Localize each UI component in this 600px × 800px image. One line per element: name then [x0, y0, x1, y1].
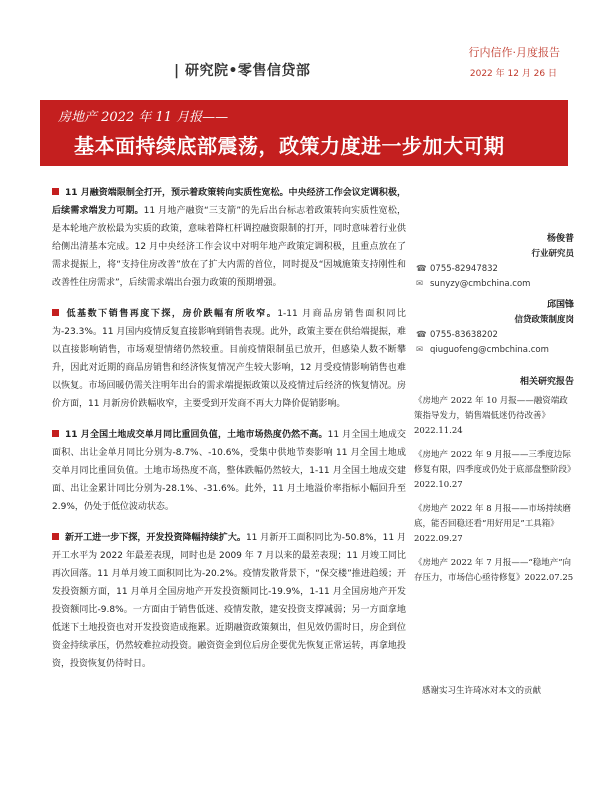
analyst-name: 杨俊普 — [546, 234, 574, 244]
paragraph-body: 11 月新开工面积同比为-50.8%，11 月开工水平为 2022 年最差表现，同时也是 2009 年 7 月以来的最差表现；11 月竣工同比再次回落。11 月单月竣工面积同比为-20.2%。疫情发散背景下，“保交楼”推进趋缓；开发投资额方面，11 月单月全国房地产开发投资额同比-19.9%，1-11 月全国房地产开发投资额同比-9.8%。一方面由于销售低迷、疫情发散，建安投资支撑减弱；另一方面拿地低迷下土地投资也对开发投资造成拖累。近期融资政策频出，但见效仍需时日，房企到位资金持续承压，仍然较难拉动投资。融资资金到位后房企要优先恢复正常运转，再拿地投资，投资恢复仍待时日。 — [52, 533, 406, 669]
paragraph-3 — [52, 426, 406, 516]
paragraph-lead: 11 月融资端限制全打开，预示着政策转向实质性宽松。中央经济工作会议定调积极，后续需求端发力可期。 — [52, 188, 406, 216]
analyst-email-row — [414, 343, 574, 358]
analyst-card-2 — [414, 298, 574, 358]
report-subtitle: 房地产 2022 年 11 月报—— — [58, 110, 229, 125]
paragraph-body: 11 月地产融资“三支箭”的先后出台标志着政策转向实质性宽松，是本轮地产放松最为实质的政策，意味着降杠杆调控融资限制的打开，同时意味着行业供给侧出清基本完成。12 月中央经济工作会议中对明年地产政策定调积极，且重点放在了需求提振上，将“支持住房改善”放在了扩大内需的首位，同时提及“因城施策支持刚性和改善性住房需求”，后续需求端出台强力政策的预期增强。 — [52, 206, 406, 288]
analyst-team: 信贷政策制度岗 — [514, 315, 574, 325]
analyst-card-1 — [414, 232, 574, 292]
main-content — [52, 184, 406, 686]
analyst-phone: 0755-83638202 — [430, 330, 498, 340]
report-title: 基本面持续底部震荡，政策力度进一步加大可期 — [74, 134, 505, 158]
related-report-item[interactable]: 《房地产 2022 年 9 月报——三季度边际修复有限，四季度或仍处于底部盘整阶段》2022.10.27 — [414, 450, 572, 490]
paragraph-body: 11 月全国土地成交面积、出让金单月同比分别为-8.7%、-10.6%，受集中供地节奏影响 11 月全国土地成交单月同比重回负值。土地市场热度不高，整体跌幅仍然较大，1-11 月全国土地成交建面、出让金累计同比分别为-28.1%、-31.6%。此外，11 月土地溢价率指标小幅回升至 2.9%，仍处于低位波动状态。 — [52, 430, 406, 512]
paragraph-1 — [52, 184, 406, 292]
department-label: | 研究院•零售信贷部 — [174, 63, 311, 79]
bullet-square-icon — [52, 430, 59, 437]
analyst-email[interactable]: sunyzy@cmbchina.com — [430, 279, 531, 289]
related-report-item[interactable]: 《房地产 2022 年 7 月报——“稳地产”向存压力，市场信心亟待修复》2022.07.25 — [414, 558, 574, 583]
bullet-square-icon — [52, 188, 59, 195]
analyst-phone-row — [414, 262, 574, 277]
paragraph-lead: 低基数下销售再度下探，房价跌幅有所收窄。 — [65, 309, 278, 319]
report-date: 2022 年 12 月 26 日 — [469, 69, 557, 79]
bullet-square-icon — [52, 533, 59, 540]
related-reports-list — [414, 394, 574, 595]
report-type: 行内信作·月度报告 — [468, 46, 560, 59]
analyst-name: 邱国锋 — [546, 300, 574, 310]
related-report-item[interactable]: 《房地产 2022 年 8 月报——市场持续磨底，能否回稳还看“用好用足”工具箱》2022.09.27 — [414, 504, 571, 544]
related-reports-title: 相关研究报告 — [519, 377, 574, 387]
paragraph-body: 1-11 月商品房销售面积同比为-23.3%。11 月国内疫情反复直接影响到销售表现。此外，政策主要在供给端提振，难以直接影响销售，市场观望情绪仍然较重。目前疫情限制虽已放开，但感染人数不断攀升，因此对近期的商品房销售和经济恢复情况产生较大影响，12 月受疫情影响销售也难以恢复。市场回暖仍需关注明年出台的需求端提振政策以及疫情过后经济的恢复情况。房价方面，11 月新房价跌幅收窄，主要受到开发商不再大力降价促销影响。 — [52, 309, 406, 409]
acknowledgement: 感谢实习生许琦冰对本文的贡献 — [422, 686, 542, 696]
analyst-phone-row — [414, 328, 574, 343]
paragraph-lead: 新开工进一步下探，开发投资降幅持续扩大。 — [65, 533, 246, 543]
analyst-phone: 0755-82947832 — [430, 264, 498, 274]
related-report-item[interactable]: 《房地产 2022 年 10 月报——融资端政策指导发力，销售端低迷仍待改善》2022.11.24 — [414, 396, 568, 436]
analyst-team: 行业研究员 — [531, 249, 574, 259]
email-icon: ✉ — [416, 345, 424, 355]
bullet-square-icon — [52, 309, 59, 316]
analyst-email-row — [414, 277, 574, 292]
email-icon: ✉ — [416, 279, 424, 289]
paragraph-2 — [52, 305, 406, 413]
phone-icon: ☎ — [416, 264, 427, 274]
paragraph-4 — [52, 529, 406, 673]
title-banner — [40, 100, 568, 166]
paragraph-lead: 11 月全国土地成交单月同比重回负值，土地市场热度仍然不高。 — [65, 430, 328, 440]
phone-icon: ☎ — [416, 330, 427, 340]
analyst-email[interactable]: qiuguofeng@cmbchina.com — [430, 345, 549, 355]
